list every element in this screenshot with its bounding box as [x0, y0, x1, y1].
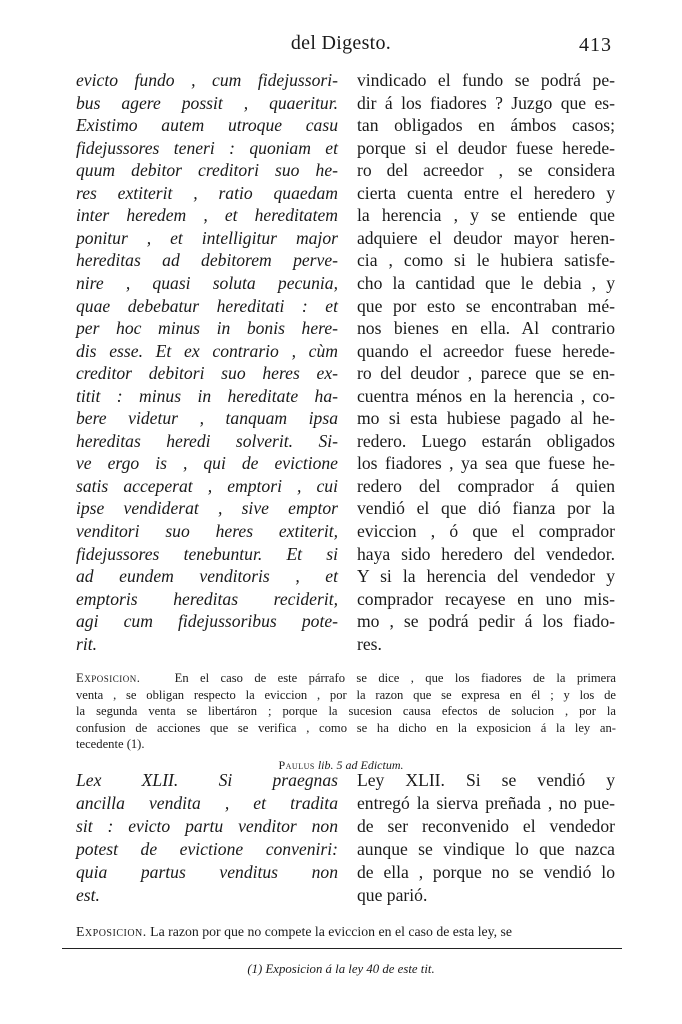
note-line [76, 672, 616, 685]
text-line: fidejussores tenebuntur. Et si [76, 543, 338, 564]
text-line: de ella , porque no se vendió lo [357, 862, 615, 882]
text-line: satis acceperat , emptori , cui [76, 475, 338, 496]
text-line: cierta cuenta entre el heredero y [357, 182, 615, 203]
text-line: ipse vendiderat , sive emptor [76, 498, 338, 519]
text-line: hereditas heredi solverit. Si- [76, 430, 338, 451]
note-line: venta , se obligan respecto la eviccion , por la razon que se expresa en él ; y los de [76, 687, 616, 702]
text-line: ve ergo is , qui de evictione [76, 453, 338, 474]
text-line: ancilla vendita , et tradita [76, 793, 338, 813]
text-line: cia , como si le hubiera satisfe- [357, 250, 615, 271]
text-line: venditori suo heres extiterit, [76, 521, 338, 541]
page-number: 413 [579, 34, 612, 56]
text-line: tan obligados en ámbos casos; [357, 115, 615, 136]
text-line: potest de evictione conveniri: [76, 839, 338, 859]
text-line: quae debebatur hereditati : et [76, 295, 338, 316]
text-line: cuentra ménos en la herencia , co- [357, 385, 615, 406]
text-line: quia partus venditus non [76, 862, 338, 882]
exposicion-label: Exposicion. [76, 671, 141, 685]
text-line: entregó la sierva preñada , no pue- [357, 793, 615, 813]
text-line: inter heredem , et hereditatem [76, 205, 338, 226]
text-line: vendió el que dió fianza por la [357, 498, 615, 519]
text-line: ro del deudor , parece que se en- [357, 363, 615, 384]
text-line: los fiadores , ya sea que fuese he- [357, 453, 615, 474]
text-line: sit : evicto partu venditor non [76, 816, 338, 836]
text-line: la herencia , y se entiende que [357, 205, 615, 226]
note-line: la segunda venta se libertáron ; porque la sucesion causa efectos de solucion , por la [76, 704, 616, 719]
text-line: comprador recayese en uno mis- [357, 588, 615, 609]
text-line: evicto fundo , cum fidejussori- [76, 70, 338, 90]
footnote: (1) Exposicion á la ley 40 de este tit. [247, 962, 435, 976]
running-head [0, 30, 682, 60]
text-line: porque si el deudor fuese herede- [357, 137, 615, 158]
text-line: Existimo autem utroque casu [76, 115, 338, 136]
text-line: nos bienes en ella. Al contrario [357, 318, 615, 339]
text-line: rit. [76, 633, 98, 654]
text-line: redero del comprador á quien [357, 475, 615, 496]
text-line: res extiterit , ratio quaedam [76, 182, 338, 203]
running-title: del Digesto. [290, 32, 392, 54]
text-line: haya sido heredero del vendedor. [357, 543, 615, 564]
note-line: confusion de acciones que se verifica , como se ha dicho en la exposicion á la ley an- [76, 720, 616, 735]
text-line: quando el acreedor fuese herede- [357, 340, 615, 361]
text-line: dir á los fiadores ? Juzgo que es- [357, 92, 615, 113]
text-line: creditor debitori suo heres ex- [76, 363, 338, 384]
text-line: res. [357, 633, 382, 654]
text-line: titit : minus in hereditate ha- [76, 385, 338, 406]
footnote-rule [62, 948, 622, 949]
text-line: ponitur , et intelligitur major [76, 227, 338, 248]
text-line: nire , quasi soluta pecunia, [76, 272, 338, 293]
text-line: agi cum fidejussoribus pote- [76, 611, 338, 632]
exposicion-text-2: La razon por que no compete la eviccion en el caso de esta ley, se [150, 924, 513, 939]
text-line: mo , se podrá pedir á los fiado- [357, 611, 615, 632]
text-line: quum debitor creditori suo he- [76, 160, 338, 181]
text-line: ro del acreedor , se considera [357, 160, 615, 181]
text-line: ad eundem venditoris , et [76, 566, 338, 587]
text-line: mo si esta hubiese pagado al he- [357, 408, 615, 429]
text-line: bus agere possit , quaeritur. [76, 92, 338, 113]
text-line: aunque se vindique lo que nazca [357, 839, 615, 859]
text-line: de ser reconvenido el vendedor [357, 816, 615, 836]
text-line: eviccion , ó que el comprador [357, 521, 615, 541]
text-line: bere videtur , tanquam ipsa [76, 408, 338, 429]
text-line: Y si la herencia del vendedor y [357, 566, 615, 587]
note-line: tecedente (1). [76, 737, 145, 752]
text-line: cho la cantidad que le debia , y [357, 272, 615, 293]
text-line: fidejussores teneri : quoniam et [76, 137, 338, 158]
attribution-source: lib. 5 ad Edictum. [317, 758, 404, 772]
attribution-author: Paulus [278, 758, 315, 772]
text-line: Ley XLII. Si se vendió y [357, 770, 615, 790]
text-line: hereditas ad debitorem perve- [76, 250, 338, 271]
text-line: est. [76, 885, 100, 905]
note-text: En el caso de este párrafo se dice , que los fiadores de la primera [174, 671, 616, 685]
text-line: vindicado el fundo se podrá pe- [357, 70, 615, 90]
text-line: emptoris hereditas reciderit, [76, 588, 338, 609]
text-line: que parió. [357, 885, 428, 905]
text-line: per hoc minus in bonis here- [76, 318, 338, 339]
text-line: Lex XLII. Si praegnas [76, 770, 338, 790]
text-line: que por esto se encontraban mé- [357, 295, 615, 316]
exposicion-label-2: Exposicion. [76, 924, 147, 939]
text-line: redero. Luego estarán obligados [357, 430, 615, 451]
exposicion-note-2 [76, 924, 616, 940]
text-line: adquiere el deudor mayor heren- [357, 227, 615, 248]
text-line: dis esse. Et ex contrario , cùm [76, 340, 338, 361]
